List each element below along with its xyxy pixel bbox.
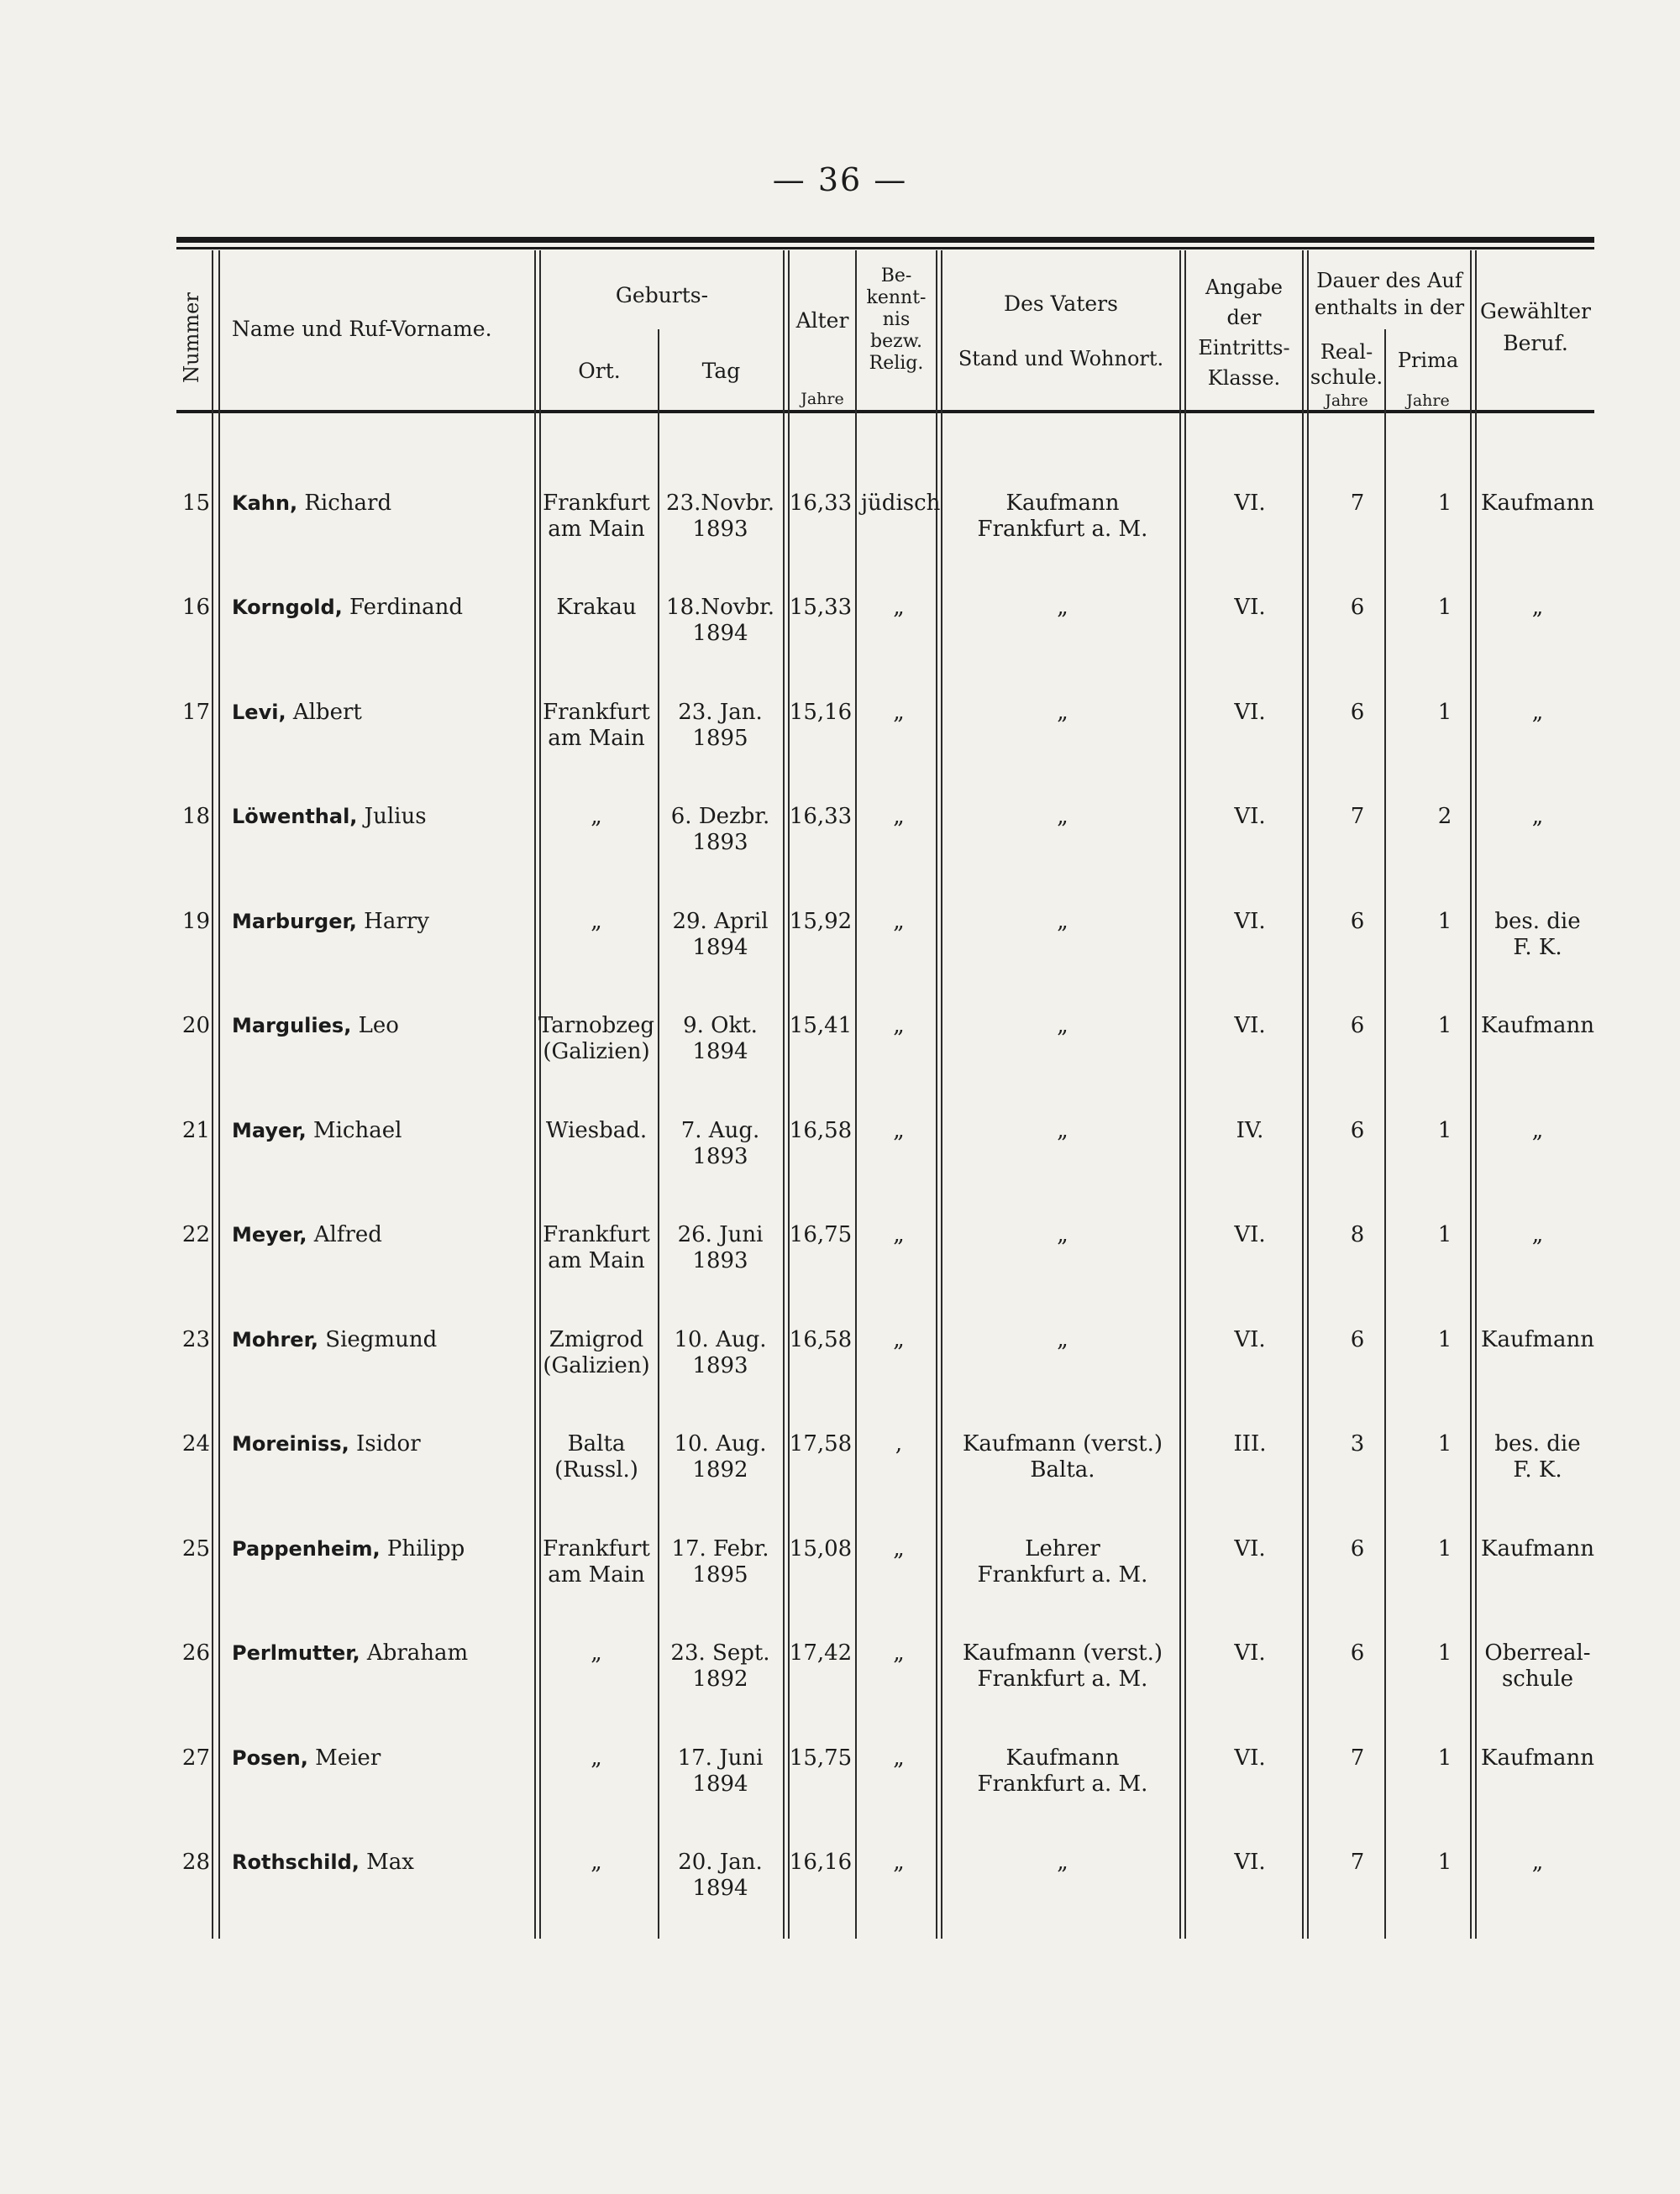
birth-date: 6. Dezbr. 1893 — [670, 804, 770, 855]
row-number: 17 — [181, 700, 210, 725]
given-name: Meier — [307, 1745, 381, 1771]
realschule-years: 7 — [1350, 1850, 1365, 1875]
age-value: 16,33 — [789, 491, 853, 516]
row-number: 24 — [181, 1431, 210, 1457]
entry-class: VI. — [1234, 1327, 1266, 1352]
chosen-profession: Oberreal- schule — [1484, 1640, 1591, 1692]
prima-years: 1 — [1437, 1745, 1452, 1771]
student-name — [232, 595, 551, 621]
religion: jüdisch — [861, 491, 941, 516]
religion: „ — [893, 1222, 905, 1247]
prima-years: 1 — [1437, 491, 1452, 516]
realschule-years: 6 — [1350, 1118, 1365, 1143]
table-row — [176, 1745, 1594, 1838]
birth-date: 29. April 1894 — [672, 909, 769, 960]
age-value: 16,16 — [789, 1850, 853, 1875]
given-name: Leo — [351, 1013, 399, 1038]
row-number: 28 — [181, 1850, 210, 1875]
given-name: Richard — [297, 491, 392, 516]
prima-years: 1 — [1437, 909, 1452, 934]
birth-date: 23.Novbr. 1893 — [666, 491, 774, 542]
student-name — [232, 1745, 551, 1771]
entry-class: VI. — [1234, 1536, 1266, 1562]
entry-class: VI. — [1234, 491, 1266, 516]
student-name — [232, 1327, 551, 1353]
age-value: 16,33 — [789, 804, 853, 829]
surname: Kahn, — [232, 491, 298, 515]
surname: Pappenheim, — [232, 1537, 381, 1561]
birth-place: „ — [591, 1850, 602, 1875]
birth-place: „ — [591, 909, 602, 934]
chosen-profession: bes. die F. K. — [1494, 909, 1581, 960]
student-name — [232, 909, 551, 935]
age-value: 15,16 — [789, 700, 853, 725]
father-info: Lehrer Frankfurt a. M. — [977, 1536, 1148, 1588]
religion: „ — [893, 1640, 905, 1666]
father-info: „ — [1057, 1850, 1068, 1875]
chosen-profession: „ — [1531, 595, 1544, 620]
chosen-profession: Kaufmann — [1481, 1745, 1594, 1771]
header-vater: Des Vaters — [1004, 291, 1118, 316]
birth-place: Frankfurt am Main — [543, 1536, 650, 1588]
age-value: 15,41 — [789, 1013, 853, 1038]
birth-date: 23. Jan. 1895 — [678, 700, 763, 751]
given-name: Michael — [306, 1118, 402, 1143]
header-nummer: Nummer — [180, 292, 203, 383]
chosen-profession: Kaufmann — [1481, 1327, 1594, 1352]
student-name — [232, 1118, 551, 1144]
realschule-years: 6 — [1350, 1327, 1365, 1352]
father-info: „ — [1057, 1327, 1068, 1352]
realschule-years: 3 — [1350, 1431, 1365, 1457]
given-name: Julius — [357, 804, 427, 829]
row-number: 23 — [181, 1327, 210, 1352]
header-prima: Prima — [1397, 349, 1459, 372]
age-value: 15,08 — [789, 1536, 853, 1562]
realschule-years: 6 — [1350, 700, 1365, 725]
row-number: 26 — [181, 1640, 210, 1666]
religion: „ — [893, 1327, 905, 1352]
surname: Posen, — [232, 1746, 308, 1770]
birth-place: Frankfurt am Main — [543, 491, 650, 542]
table-row — [176, 804, 1594, 896]
religion: „ — [893, 1013, 905, 1038]
birth-date: 26. Juni 1893 — [677, 1222, 764, 1273]
birth-place: „ — [591, 1640, 602, 1666]
given-name: Alfred — [307, 1222, 382, 1247]
entry-class: VI. — [1234, 1222, 1266, 1247]
surname: Perlmutter, — [232, 1641, 360, 1665]
row-number: 15 — [181, 491, 210, 516]
header-geburts: Geburts- — [615, 283, 709, 307]
age-value: 16,58 — [789, 1118, 853, 1143]
given-name: Max — [359, 1850, 414, 1875]
table-row — [176, 1850, 1594, 1942]
top-rule — [176, 237, 1594, 243]
prima-years: 1 — [1437, 1640, 1452, 1666]
entry-class: VI. — [1234, 1745, 1266, 1771]
student-name — [232, 491, 551, 517]
religion: „ — [893, 1745, 905, 1771]
father-info: „ — [1057, 1222, 1068, 1247]
given-name: Albert — [286, 700, 362, 725]
prima-years: 2 — [1437, 804, 1452, 829]
age-value: 17,58 — [789, 1431, 853, 1457]
birth-date: 7. Aug. 1893 — [680, 1118, 760, 1169]
religion: „ — [893, 1118, 905, 1143]
religion: , — [895, 1431, 903, 1457]
birth-date: 9. Okt. 1894 — [683, 1013, 758, 1064]
surname: Moreiniss, — [232, 1432, 349, 1456]
father-info: Kaufmann Frankfurt a. M. — [977, 1745, 1148, 1797]
religion: „ — [893, 595, 905, 620]
surname: Marburger, — [232, 910, 357, 933]
entry-class: VI. — [1234, 804, 1266, 829]
prima-years: 1 — [1437, 1431, 1452, 1457]
row-number: 18 — [181, 804, 210, 829]
birth-date: 10. Aug. 1892 — [674, 1431, 767, 1483]
father-info: Kaufmann (verst.) Balta. — [962, 1431, 1163, 1483]
prima-years: 1 — [1437, 1118, 1452, 1143]
age-value: 17,42 — [789, 1640, 853, 1666]
religion: „ — [893, 909, 905, 934]
realschule-years: 7 — [1350, 491, 1365, 516]
birth-date: 20. Jan. 1894 — [678, 1850, 763, 1901]
student-name — [232, 804, 551, 830]
entry-class: IV. — [1236, 1118, 1264, 1143]
birth-date: 17. Febr. 1895 — [671, 1536, 769, 1588]
entry-class: VI. — [1234, 1850, 1266, 1875]
chosen-profession: bes. die F. K. — [1494, 1431, 1581, 1483]
chosen-profession: „ — [1531, 1118, 1544, 1143]
surname: Margulies, — [232, 1014, 352, 1037]
row-number: 22 — [181, 1222, 210, 1247]
header-prima-unit: Jahre — [1406, 391, 1450, 410]
student-name — [232, 1536, 551, 1562]
birth-date: 10. Aug. 1893 — [674, 1327, 767, 1378]
father-info: „ — [1057, 1118, 1068, 1143]
birth-place: Frankfurt am Main — [543, 1222, 650, 1273]
header-bekenntnis: Be- kennt- nis bezw. Relig. — [866, 265, 927, 374]
prima-years: 1 — [1437, 1536, 1452, 1562]
table-row — [176, 491, 1594, 583]
father-info: „ — [1057, 700, 1068, 725]
entry-class: VI. — [1234, 909, 1266, 934]
entry-class: VI. — [1234, 700, 1266, 725]
header-angabe: Angabe der Eintritts- Klasse. — [1198, 276, 1290, 390]
table-row — [176, 1536, 1594, 1629]
chosen-profession: „ — [1531, 700, 1544, 725]
chosen-profession: „ — [1531, 1222, 1544, 1247]
page-number: — 36 — — [772, 161, 908, 198]
birth-date: 17. Juni 1894 — [677, 1745, 764, 1797]
entry-class: VI. — [1234, 1013, 1266, 1038]
surname: Levi, — [232, 701, 286, 724]
header-dauer: Dauer des Auf enthalts in der — [1314, 269, 1465, 319]
header-realschule: Real- schule. — [1310, 340, 1383, 389]
father-info: „ — [1057, 804, 1068, 829]
chosen-profession: Kaufmann — [1481, 1013, 1594, 1038]
father-info: „ — [1057, 909, 1068, 934]
father-info: „ — [1057, 595, 1068, 620]
prima-years: 1 — [1437, 1327, 1452, 1352]
realschule-years: 7 — [1350, 804, 1365, 829]
surname: Korngold, — [232, 596, 343, 619]
surname: Löwenthal, — [232, 805, 358, 828]
realschule-years: 6 — [1350, 1536, 1365, 1562]
birth-place: Krakau — [556, 595, 637, 620]
age-value: 15,33 — [789, 595, 853, 620]
religion: „ — [893, 804, 905, 829]
table-row — [176, 700, 1594, 792]
chosen-profession: Kaufmann — [1481, 491, 1594, 516]
given-name: Siegmund — [318, 1327, 438, 1352]
realschule-years: 7 — [1350, 1745, 1365, 1771]
birth-date: 23. Sept. 1892 — [670, 1640, 770, 1692]
given-name: Philipp — [380, 1536, 465, 1562]
religion: „ — [893, 700, 905, 725]
header-beruf: Gewählter Beruf. — [1480, 299, 1591, 355]
birth-place: Frankfurt am Main — [543, 700, 650, 751]
student-name — [232, 1013, 551, 1039]
prima-years: 1 — [1437, 700, 1452, 725]
table-row — [176, 1640, 1594, 1733]
given-name: Abraham — [360, 1640, 469, 1666]
chosen-profession: Kaufmann — [1481, 1536, 1594, 1562]
header-ort: Ort. — [578, 359, 621, 383]
birth-place: „ — [591, 804, 602, 829]
row-number: 19 — [181, 909, 210, 934]
surname: Meyer, — [232, 1223, 307, 1247]
student-name — [232, 1431, 551, 1457]
prima-years: 1 — [1437, 595, 1452, 620]
header-real-unit: Jahre — [1325, 391, 1368, 410]
table-row — [176, 1222, 1594, 1315]
realschule-years: 6 — [1350, 909, 1365, 934]
row-number: 25 — [181, 1536, 210, 1562]
surname: Mohrer, — [232, 1328, 318, 1352]
student-name — [232, 700, 551, 726]
row-number: 21 — [181, 1118, 210, 1143]
birth-place: „ — [591, 1745, 602, 1771]
table-row — [176, 1431, 1594, 1524]
header-alter-unit: Jahre — [801, 390, 844, 408]
header-tag: Tag — [701, 359, 741, 383]
birth-place: Tarnobzeg (Galizien) — [538, 1013, 655, 1064]
header-name: Name und Ruf-Vorname. — [232, 317, 492, 341]
surname: Mayer, — [232, 1119, 307, 1142]
table-row — [176, 1118, 1594, 1210]
given-name: Isidor — [349, 1431, 421, 1457]
religion: „ — [893, 1536, 905, 1562]
top-rule-thin — [176, 247, 1594, 249]
entry-class: VI. — [1234, 1640, 1266, 1666]
row-number: 27 — [181, 1745, 210, 1771]
father-info: Kaufmann (verst.) Frankfurt a. M. — [962, 1640, 1163, 1692]
student-table — [176, 237, 1594, 1959]
realschule-years: 6 — [1350, 1640, 1365, 1666]
student-name — [232, 1222, 551, 1248]
given-name: Ferdinand — [342, 595, 464, 620]
prima-years: 1 — [1437, 1222, 1452, 1247]
age-value: 15,75 — [789, 1745, 853, 1771]
prima-years: 1 — [1437, 1850, 1452, 1875]
table-row — [176, 1013, 1594, 1105]
given-name: Harry — [356, 909, 429, 934]
birth-place: Wiesbad. — [545, 1118, 648, 1143]
table-row — [176, 595, 1594, 687]
realschule-years: 6 — [1350, 595, 1365, 620]
chosen-profession: „ — [1531, 1850, 1544, 1875]
table-row — [176, 1327, 1594, 1420]
student-name — [232, 1640, 551, 1666]
row-number: 20 — [181, 1013, 210, 1038]
row-number: 16 — [181, 595, 210, 620]
birth-place: Balta (Russl.) — [554, 1431, 638, 1483]
table-row — [176, 909, 1594, 1001]
surname: Rothschild, — [232, 1850, 360, 1874]
realschule-years: 6 — [1350, 1013, 1365, 1038]
chosen-profession: „ — [1531, 804, 1544, 829]
prima-years: 1 — [1437, 1013, 1452, 1038]
student-name — [232, 1850, 551, 1876]
header-alter: Alter — [795, 308, 849, 333]
header-vater-sub: Stand und Wohnort. — [958, 347, 1164, 370]
entry-class: III. — [1233, 1431, 1267, 1457]
age-value: 16,58 — [789, 1327, 853, 1352]
birth-place: Zmigrod (Galizien) — [543, 1327, 650, 1378]
age-value: 16,75 — [789, 1222, 853, 1247]
religion: „ — [893, 1850, 905, 1875]
entry-class: VI. — [1234, 595, 1266, 620]
realschule-years: 8 — [1350, 1222, 1365, 1247]
father-info: Kaufmann Frankfurt a. M. — [977, 491, 1148, 542]
birth-date: 18.Novbr. 1894 — [666, 595, 774, 646]
father-info: „ — [1057, 1013, 1068, 1038]
age-value: 15,92 — [789, 909, 853, 934]
